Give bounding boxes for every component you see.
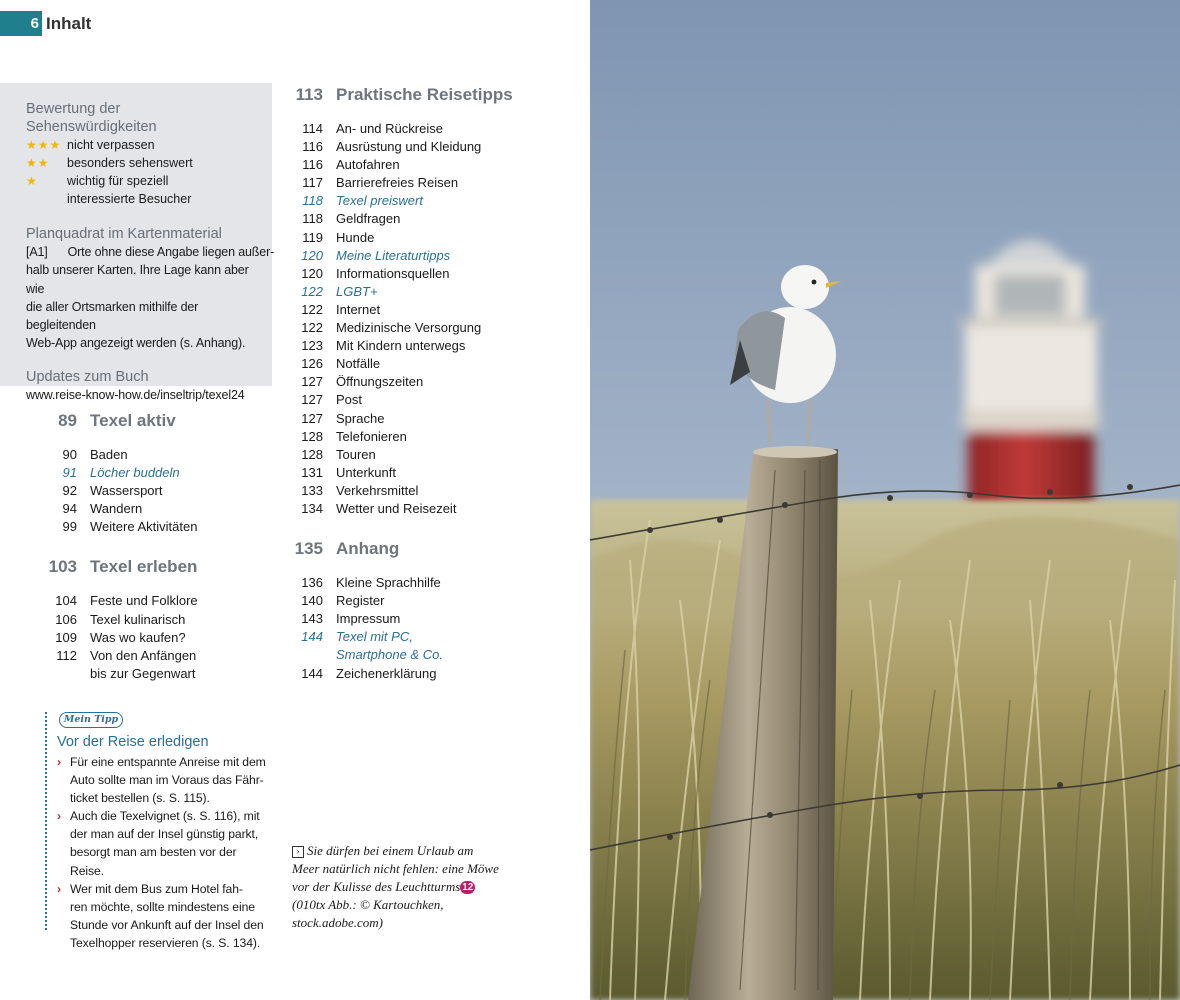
toc-entry[interactable] [283,482,573,500]
toc-entry-page: 122 [301,320,323,336]
toc-entry-page: 116 [302,139,323,155]
rating-label: besonders sehenswert [67,156,193,171]
toc-entry-page: 94 [62,501,77,517]
toc-entry-title: Zeichenerklärung [336,665,437,681]
toc-entry-title: Texel mit PC, [336,629,413,645]
toc-entry-page: 144 [301,665,323,681]
toc-entry[interactable] [283,628,573,646]
toc-entry-title: Smartphone & Co. [336,647,443,663]
map-marker-badge: 12 [462,882,474,893]
page-title: Inhalt [46,14,92,33]
toc-entry-title: Meine Literaturtipps [336,247,451,263]
toc-entry-title: Unterkunft [336,464,396,480]
toc-section[interactable] [37,410,277,446]
toc-entry-page: 118 [302,211,323,227]
tip-line: Auto sollte man im Voraus das Fähr- [70,773,264,788]
toc-entry-title: Weitere Aktivitäten [90,519,198,535]
toc-entry[interactable] [283,446,573,464]
tip-heading: Vor der Reise erledigen [57,734,209,750]
toc-entry-title: Sprache [336,410,385,426]
toc-section[interactable] [283,538,573,574]
toc-entry-title: Geldfragen [336,211,401,227]
toc-entry-title: Impressum [336,611,401,627]
toc-entry-title: LGBT+ [336,283,378,299]
page-number: 6 [0,11,42,36]
rating-label: nicht verpassen [67,138,155,152]
toc-entry-title: Kleine Sprachhilfe [336,575,441,591]
toc-entry[interactable] [283,192,573,210]
toc-entry-title: Verkehrsmittel [336,482,419,498]
toc-entry-title: Hunde [336,229,375,245]
toc-entry-page: 106 [55,611,77,627]
toc-entry[interactable] [283,391,573,409]
toc-entry[interactable] [283,610,573,628]
toc-entry[interactable] [283,574,573,592]
toc-entry-page: 136 [301,575,323,591]
toc-entry[interactable] [283,319,573,337]
toc-left [37,410,277,683]
toc-entry[interactable] [283,373,573,391]
grid-text-line: die aller Ortsmarken mithilfe der begleitenden [26,299,199,332]
toc-entry-title: Touren [336,446,376,462]
updates-url[interactable]: www.reise-know-how.de/inseltrip/texel24 [26,387,245,402]
toc-entry-page: 117 [302,175,323,191]
toc-entry-page: 120 [301,247,323,263]
mein-tipp-badge: Mein Tipp [59,712,123,728]
toc-entry[interactable] [283,665,573,683]
toc-entry-title: Informationsquellen [336,265,450,281]
toc-entry-page: 104 [55,593,77,609]
toc-entry-page: 118 [302,193,323,209]
toc-entry[interactable] [283,592,573,610]
toc-entry-page: 116 [302,157,323,173]
toc-entry-page: 127 [301,410,323,426]
rating-row [26,154,270,172]
grid-text-line: halb unserer Karten. Ihre Lage kann aber wie [26,263,249,296]
toc-entry-title: Mit Kindern unterwegs [336,338,466,354]
toc-entry-title: Telefonieren [336,428,407,444]
toc-entry-title: bis zur Gegenwart [90,665,196,681]
toc-entry[interactable] [37,482,277,500]
seagull-lighthouse-photo [590,0,1180,1000]
toc-entry-title: Texel preiswert [336,193,423,209]
toc-right [283,84,573,683]
toc-section-title: Texel aktiv [90,411,176,430]
toc-entry[interactable] [283,410,573,428]
caption-line: stock.adobe.com) [292,915,383,930]
toc-entry-page: 128 [301,446,323,462]
rating-label-cont: interessierte Besucher [67,192,192,207]
toc-entry[interactable] [37,518,277,536]
toc-entry[interactable] [283,120,573,138]
caption-line: (010tx Abb.: © Kartouchken, [292,897,444,912]
rating-row [26,136,270,154]
star-icon: ★ [26,174,38,189]
toc-entry[interactable] [283,174,573,192]
toc-entry[interactable] [283,464,573,482]
toc-entry[interactable] [283,646,573,664]
toc-entry-title: Wassersport [90,483,163,499]
rating-label: wichtig für speziell [67,174,169,189]
chevron-right-icon: › [57,881,61,896]
grid-heading: Planquadrat im Kartenmaterial [26,226,222,243]
toc-section-title: Anhang [336,539,400,559]
toc-entry[interactable] [37,665,277,683]
tip-line: Auch die Texelvignet (s. S. 116), mit [70,809,260,824]
legend-heading-2: Sehenswürdigkeiten [26,119,157,135]
chevron-right-icon: › [57,809,61,824]
toc-entry-page: 144 [301,629,323,645]
toc-entry[interactable] [37,464,277,482]
toc-entry-page: 90 [62,447,77,462]
toc-entry[interactable] [283,265,573,283]
toc-section-title: Texel erleben [90,557,198,577]
toc-entry-page: 133 [301,482,323,498]
toc-entry-title: Register [336,593,385,609]
updates-heading: Updates zum Buch [26,368,149,385]
legend-heading-1: Bewertung der [26,101,121,117]
photo-caption [292,842,532,932]
toc-entry-title: Was wo kaufen? [90,629,186,645]
toc-entry-page: 114 [302,121,323,136]
toc-entry-page: 112 [56,647,77,663]
toc-entry-title: Internet [336,301,381,317]
toc-entry[interactable] [283,210,573,228]
toc-entry-page: 123 [301,338,323,354]
caption-line: vor der Kulisse des Leuchtturms [292,879,461,894]
toc-section-page: 113 [295,85,323,104]
toc-entry-page: 120 [301,265,323,281]
toc-entry-title: Feste und Folklore [90,593,198,609]
toc-entry-title: Notfälle [336,356,381,372]
toc-entry-title: Löcher buddeln [90,465,180,481]
tip-item [57,880,272,952]
tip-line: Stunde vor Ankunft auf der Insel den [70,917,264,932]
tip-list [57,753,272,952]
toc-entry-page: 92 [62,483,77,499]
toc-entry-title: Autofahren [336,157,400,173]
toc-entry-page: 143 [301,611,323,627]
toc-entry-title: Post [336,392,363,408]
toc-entry-page: 122 [301,301,323,317]
toc-entry-title: Medizinische Versorgung [336,320,482,336]
toc-entry[interactable] [283,138,573,156]
toc-entry-title: Barrierefreies Reisen [336,175,459,191]
toc-entry[interactable] [283,500,573,518]
tip-line: ren möchte, sollte mindestens eine [70,899,255,914]
tip-line: Wer mit dem Bus zum Hotel fah- [70,881,243,896]
toc-entry-title: Baden [90,447,128,462]
toc-entry[interactable] [283,156,573,174]
toc-entry[interactable] [37,446,277,464]
rating-row [26,172,270,190]
toc-entry[interactable] [283,247,573,265]
tip-line: Für eine entspannte Anreise mit dem [70,755,266,769]
arrow-box-icon: › [292,846,304,858]
toc-entry[interactable] [283,355,573,373]
toc-entry-page: 140 [301,593,323,609]
toc-entry-title: Wandern [90,501,143,517]
toc-entry-title: An- und Rückreise [336,121,443,136]
toc-entry-page: 99 [62,519,77,535]
toc-entry-title: Texel kulinarisch [90,611,186,627]
grid-text-line: [A1] Orte ohne diese Angabe liegen außer- [26,245,275,260]
caption-line: Sie dürfen bei einem Urlaub am [307,843,474,858]
toc-section[interactable] [37,556,277,592]
toc-section-page: 103 [48,557,77,577]
toc-section-page: 135 [294,539,323,559]
toc-entry-title: Wetter und Reisezeit [336,500,457,516]
toc-entry[interactable] [37,592,277,610]
toc-entry-page: 91 [62,465,77,481]
tip-item [57,807,272,879]
toc-entry[interactable] [283,428,573,446]
toc-entry[interactable] [37,500,277,518]
toc-section-page: 89 [58,411,77,430]
tip-line: Texelhopper reservieren (s. S. 134). [70,935,261,950]
tip-box [45,712,287,950]
chevron-right-icon: › [57,755,61,769]
star-icon: ★★ [26,156,50,171]
toc-entry[interactable] [283,283,573,301]
toc-entry-page: 126 [301,356,323,372]
legend-box [0,83,275,402]
toc-entry[interactable] [283,229,573,247]
toc-entry-page: 122 [301,283,323,299]
toc-entry-page: 134 [301,500,323,516]
toc-entry[interactable] [283,337,573,355]
tip-line: der man auf der Insel günstig parkt, [70,827,259,842]
toc-entry-page: 119 [302,229,323,245]
toc-entry[interactable] [37,629,277,647]
toc-entry-title: Ausrüstung und Kleidung [336,139,482,155]
tip-line: ticket bestellen (s. S. 115). [70,791,210,806]
toc-section-title: Praktische Reisetipps [336,85,513,104]
toc-section[interactable] [283,84,573,120]
star-icon: ★★★ [26,138,62,152]
toc-entry-page: 128 [301,428,323,444]
toc-entry[interactable] [283,301,573,319]
caption-line: Meer natürlich nicht fehlen: eine Möwe [292,861,499,876]
toc-entry[interactable] [37,611,277,629]
toc-entry-page: 131 [301,464,323,480]
toc-entry-title: Öffnungszeiten [336,374,424,390]
toc-entry-title: Von den Anfängen [90,647,197,663]
toc-entry[interactable] [37,647,277,665]
toc-entry-page: 127 [301,374,323,390]
tip-line: besorgt man am besten vor der Reise. [70,845,237,878]
grid-text-line: Web-App angezeigt werden (s. Anhang). [26,335,246,350]
tip-item [57,753,272,807]
toc-entry-page: 127 [301,392,323,408]
toc-entry-page: 109 [55,629,77,645]
